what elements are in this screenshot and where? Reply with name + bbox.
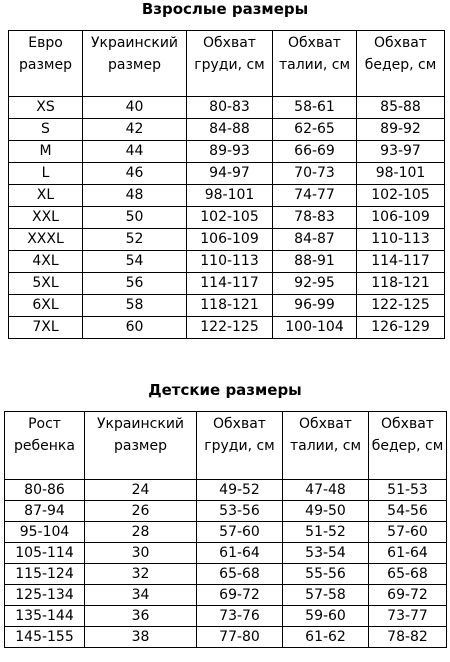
ukrainian-size-cell: 24: [85, 480, 197, 501]
table-row: [9, 251, 445, 273]
hips-cell: 51-53: [369, 480, 447, 501]
size-cell: 145-155: [5, 627, 85, 648]
waist-cell: 47-48: [283, 480, 369, 501]
header-ukrainian-size: Украинский размер: [83, 31, 187, 97]
ukrainian-size-cell: 46: [83, 163, 187, 185]
hips-cell: 118-121: [357, 273, 445, 295]
ukrainian-size-cell: 30: [85, 543, 197, 564]
hips-cell: 126-129: [357, 317, 445, 339]
size-cell: 125-134: [5, 585, 85, 606]
size-cell: XL: [9, 185, 83, 207]
waist-cell: 51-52: [283, 522, 369, 543]
table-row: [9, 273, 445, 295]
size-cell: 4XL: [9, 251, 83, 273]
waist-cell: 66-69: [273, 141, 357, 163]
header-waist: Обхват талии, см: [283, 412, 369, 480]
ukrainian-size-cell: 58: [83, 295, 187, 317]
table-row: [5, 564, 447, 585]
table-row: [5, 501, 447, 522]
table-row: [5, 480, 447, 501]
waist-cell: 58-61: [273, 97, 357, 119]
size-cell: 6XL: [9, 295, 83, 317]
adult-table-body: [9, 97, 445, 339]
chest-cell: 89-93: [187, 141, 273, 163]
child-header-row: [5, 412, 447, 480]
size-cell: 87-94: [5, 501, 85, 522]
header-euro-size: Евро размер: [9, 31, 83, 97]
child-size-table: [4, 411, 447, 648]
ukrainian-size-cell: 60: [83, 317, 187, 339]
hips-cell: 110-113: [357, 229, 445, 251]
size-cell: 135-144: [5, 606, 85, 627]
waist-cell: 74-77: [273, 185, 357, 207]
chest-cell: 106-109: [187, 229, 273, 251]
hips-cell: 106-109: [357, 207, 445, 229]
size-cell: M: [9, 141, 83, 163]
size-cell: XXL: [9, 207, 83, 229]
size-cell: 115-124: [5, 564, 85, 585]
chest-cell: 73-76: [197, 606, 283, 627]
size-cell: 80-86: [5, 480, 85, 501]
table-row: [9, 97, 445, 119]
waist-cell: 59-60: [283, 606, 369, 627]
ukrainian-size-cell: 38: [85, 627, 197, 648]
ukrainian-size-cell: 40: [83, 97, 187, 119]
size-cell: 105-114: [5, 543, 85, 564]
table-row: [9, 207, 445, 229]
chest-cell: 98-101: [187, 185, 273, 207]
adult-sizes-title: Взрослые размеры: [141, 0, 309, 18]
waist-cell: 53-54: [283, 543, 369, 564]
size-cell: L: [9, 163, 83, 185]
ukrainian-size-cell: 26: [85, 501, 197, 522]
waist-cell: 62-65: [273, 119, 357, 141]
ukrainian-size-cell: 50: [83, 207, 187, 229]
table-row: [5, 606, 447, 627]
chest-cell: 102-105: [187, 207, 273, 229]
waist-cell: 49-50: [283, 501, 369, 522]
adult-size-table: [8, 30, 445, 339]
waist-cell: 57-58: [283, 585, 369, 606]
table-row: [9, 295, 445, 317]
chest-cell: 53-56: [197, 501, 283, 522]
chest-cell: 65-68: [197, 564, 283, 585]
header-chest: Обхват груди, см: [187, 31, 273, 97]
waist-cell: 96-99: [273, 295, 357, 317]
header-hips: Обхват бедер, см: [357, 31, 445, 97]
table-row: [9, 119, 445, 141]
chest-cell: 77-80: [197, 627, 283, 648]
chest-cell: 57-60: [197, 522, 283, 543]
chest-cell: 94-97: [187, 163, 273, 185]
hips-cell: 89-92: [357, 119, 445, 141]
ukrainian-size-cell: 44: [83, 141, 187, 163]
hips-cell: 54-56: [369, 501, 447, 522]
header-child-height: Рост ребенка: [5, 412, 85, 480]
ukrainian-size-cell: 36: [85, 606, 197, 627]
table-row: [9, 163, 445, 185]
waist-cell: 84-87: [273, 229, 357, 251]
ukrainian-size-cell: 28: [85, 522, 197, 543]
table-row: [9, 229, 445, 251]
chest-cell: 110-113: [187, 251, 273, 273]
hips-cell: 61-64: [369, 543, 447, 564]
ukrainian-size-cell: 32: [85, 564, 197, 585]
waist-cell: 78-83: [273, 207, 357, 229]
chest-cell: 49-52: [197, 480, 283, 501]
hips-cell: 114-117: [357, 251, 445, 273]
hips-cell: 98-101: [357, 163, 445, 185]
table-row: [9, 141, 445, 163]
waist-cell: 88-91: [273, 251, 357, 273]
header-chest: Обхват груди, см: [197, 412, 283, 480]
ukrainian-size-cell: 48: [83, 185, 187, 207]
header-waist: Обхват талии, см: [273, 31, 357, 97]
hips-cell: 85-88: [357, 97, 445, 119]
chest-cell: 118-121: [187, 295, 273, 317]
chest-cell: 69-72: [197, 585, 283, 606]
ukrainian-size-cell: 52: [83, 229, 187, 251]
size-cell: S: [9, 119, 83, 141]
table-row: [5, 627, 447, 648]
hips-cell: 78-82: [369, 627, 447, 648]
chest-cell: 61-64: [197, 543, 283, 564]
size-cell: XXXL: [9, 229, 83, 251]
hips-cell: 73-77: [369, 606, 447, 627]
hips-cell: 122-125: [357, 295, 445, 317]
hips-cell: 57-60: [369, 522, 447, 543]
waist-cell: 92-95: [273, 273, 357, 295]
size-cell: 95-104: [5, 522, 85, 543]
waist-cell: 55-56: [283, 564, 369, 585]
ukrainian-size-cell: 56: [83, 273, 187, 295]
table-row: [5, 522, 447, 543]
adult-header-row: [9, 31, 445, 97]
table-row: [5, 543, 447, 564]
hips-cell: 65-68: [369, 564, 447, 585]
header-hips: Обхват бедер, см: [369, 412, 447, 480]
hips-cell: 102-105: [357, 185, 445, 207]
ukrainian-size-cell: 42: [83, 119, 187, 141]
waist-cell: 70-73: [273, 163, 357, 185]
child-table-body: [5, 480, 447, 648]
chest-cell: 80-83: [187, 97, 273, 119]
table-row: [5, 585, 447, 606]
size-cell: 7XL: [9, 317, 83, 339]
table-row: [9, 185, 445, 207]
table-row: [9, 317, 445, 339]
chest-cell: 122-125: [187, 317, 273, 339]
chest-cell: 114-117: [187, 273, 273, 295]
hips-cell: 93-97: [357, 141, 445, 163]
header-ukrainian-size: Украинский размер: [85, 412, 197, 480]
ukrainian-size-cell: 34: [85, 585, 197, 606]
waist-cell: 61-62: [283, 627, 369, 648]
child-sizes-title: Детские размеры: [148, 381, 302, 399]
chest-cell: 84-88: [187, 119, 273, 141]
ukrainian-size-cell: 54: [83, 251, 187, 273]
size-cell: 5XL: [9, 273, 83, 295]
waist-cell: 100-104: [273, 317, 357, 339]
hips-cell: 69-72: [369, 585, 447, 606]
size-cell: XS: [9, 97, 83, 119]
